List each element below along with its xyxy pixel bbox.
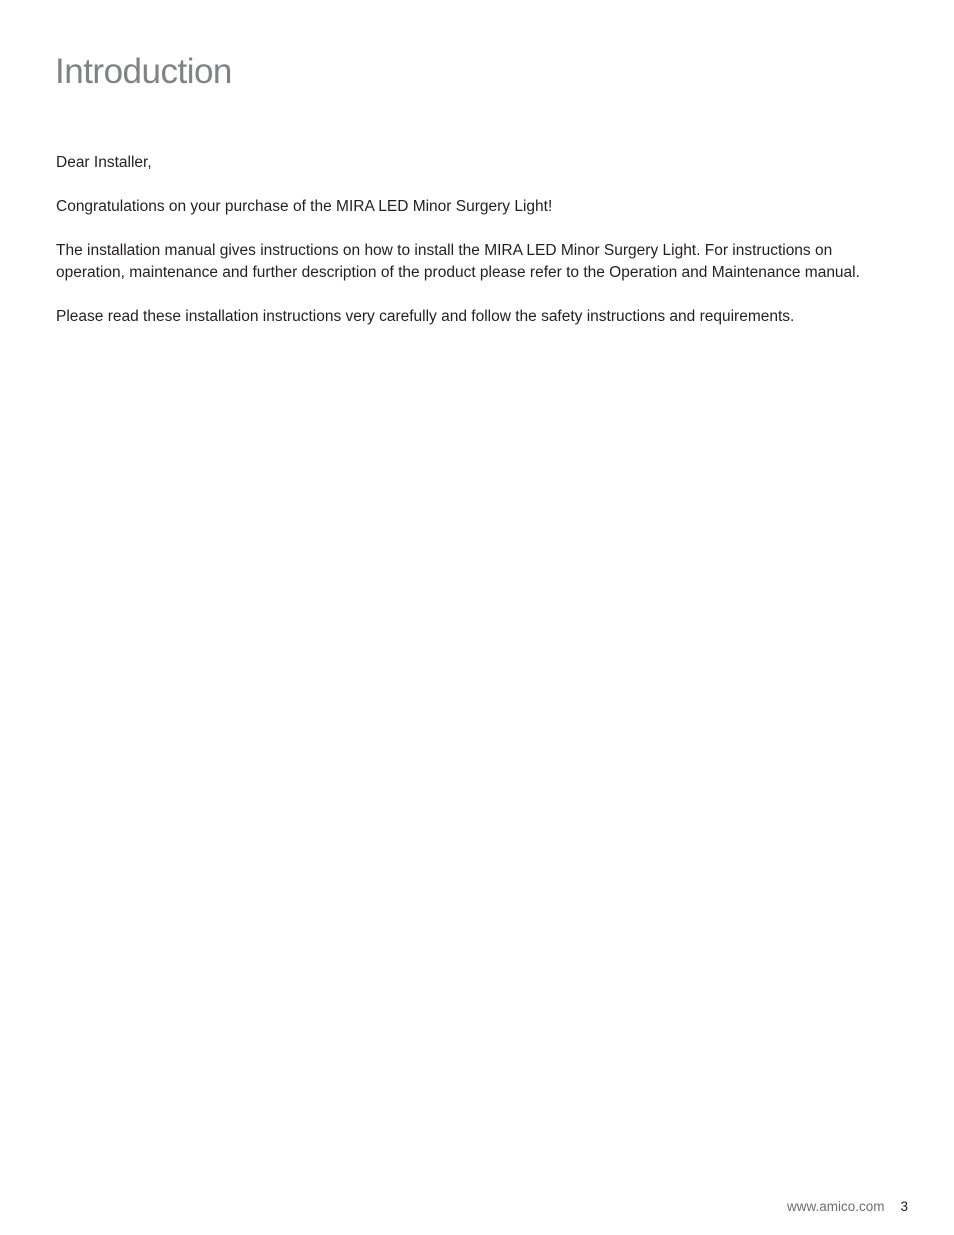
- footer-website: www.amico.com: [786, 1199, 885, 1214]
- intro-body: [56, 152, 876, 350]
- greeting-paragraph: Dear Installer,: [56, 154, 152, 171]
- manual-description-paragraph: The installation manual gives instructions on how to install the MIRA LED Minor Surgery Light. For instructions on operation, maintenance and further description of the product please refer to the Operation and Maintenance manual.: [56, 242, 860, 281]
- page-footer: [787, 1197, 908, 1217]
- safety-note-paragraph: Please read these installation instructions very carefully and follow the safety instructions and requirements.: [56, 308, 795, 325]
- page-number: 3: [900, 1199, 908, 1214]
- congratulations-paragraph: Congratulations on your purchase of the MIRA LED Minor Surgery Light!: [56, 198, 553, 215]
- page-title: Introduction: [55, 52, 232, 91]
